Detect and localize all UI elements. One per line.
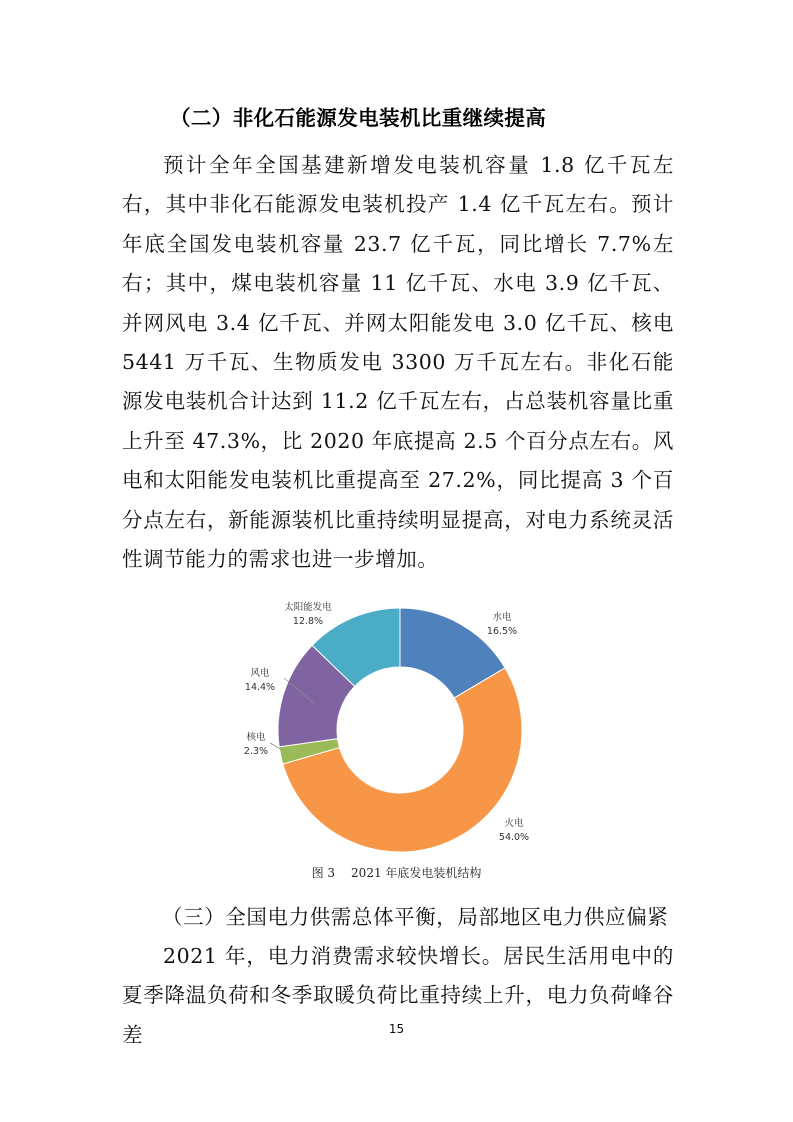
- figure-title: 2021 年底发电装机结构: [351, 866, 482, 880]
- section-paragraph-2: 预计全年全国基建新增发电装机容量 1.8 亿千瓦左右，其中非化石能源发电装机投产 1.4 亿千瓦左右。预计年底全国发电装机容量 23.7 亿千瓦，同比增长 7.7%左右；其中，煤电装机容量 11 亿千瓦、水电 3.9 亿千瓦、并网风电 3.4 亿千瓦、并网太阳能发电 3.0 亿千瓦、核电 5441 万千瓦、生物质发电 3300 万千瓦左右。非化石能源发电装机合计达到 11.2 亿千瓦左右，占总装机容量比重上升至 47.3%，比 2020 年底提高 2.5 个百分点左右。风电和太阳能发电装机比重提高至 27.2%，同比提高 3 个百分点左右，新能源装机比重持续明显提高，对电力系统灵活性调节能力的需求也进一步增加。: [122, 153, 674, 572]
- section-paragraph-3: 2021 年，电力消费需求较快增长。居民生活用电中的夏季降温负荷和冬季取暖负荷比重持续上升，电力负荷峰谷差: [122, 944, 674, 1047]
- slice-category-label-1: 火电: [504, 818, 524, 829]
- slice-value-label-0: 16.5%: [486, 626, 518, 637]
- slice-category-label-4: 太阳能发电: [284, 602, 332, 613]
- slice-category-label-3: 风电: [250, 668, 270, 679]
- slice-value-label-2: 2.3%: [243, 746, 269, 757]
- slice-value-label-4: 12.8%: [292, 616, 324, 627]
- page-number: 15: [388, 1022, 405, 1036]
- slice-category-label-0: 水电: [492, 612, 512, 623]
- section-heading-2: （二）非化石能源发电装机比重继续提高: [170, 106, 547, 130]
- slice-value-label-1: 54.0%: [498, 832, 530, 843]
- section-heading-3: （三）全国电力供需总体平衡，局部地区电力供应偏紧: [162, 905, 669, 929]
- figure-caption: [0, 864, 793, 881]
- slice-category-label-2: 核电: [246, 732, 266, 743]
- donut-chart-svg: [232, 598, 562, 858]
- slice-value-label-3: 14.4%: [244, 682, 276, 693]
- figure-number: 图 3: [311, 866, 336, 880]
- installed-capacity-donut-chart: [232, 598, 562, 858]
